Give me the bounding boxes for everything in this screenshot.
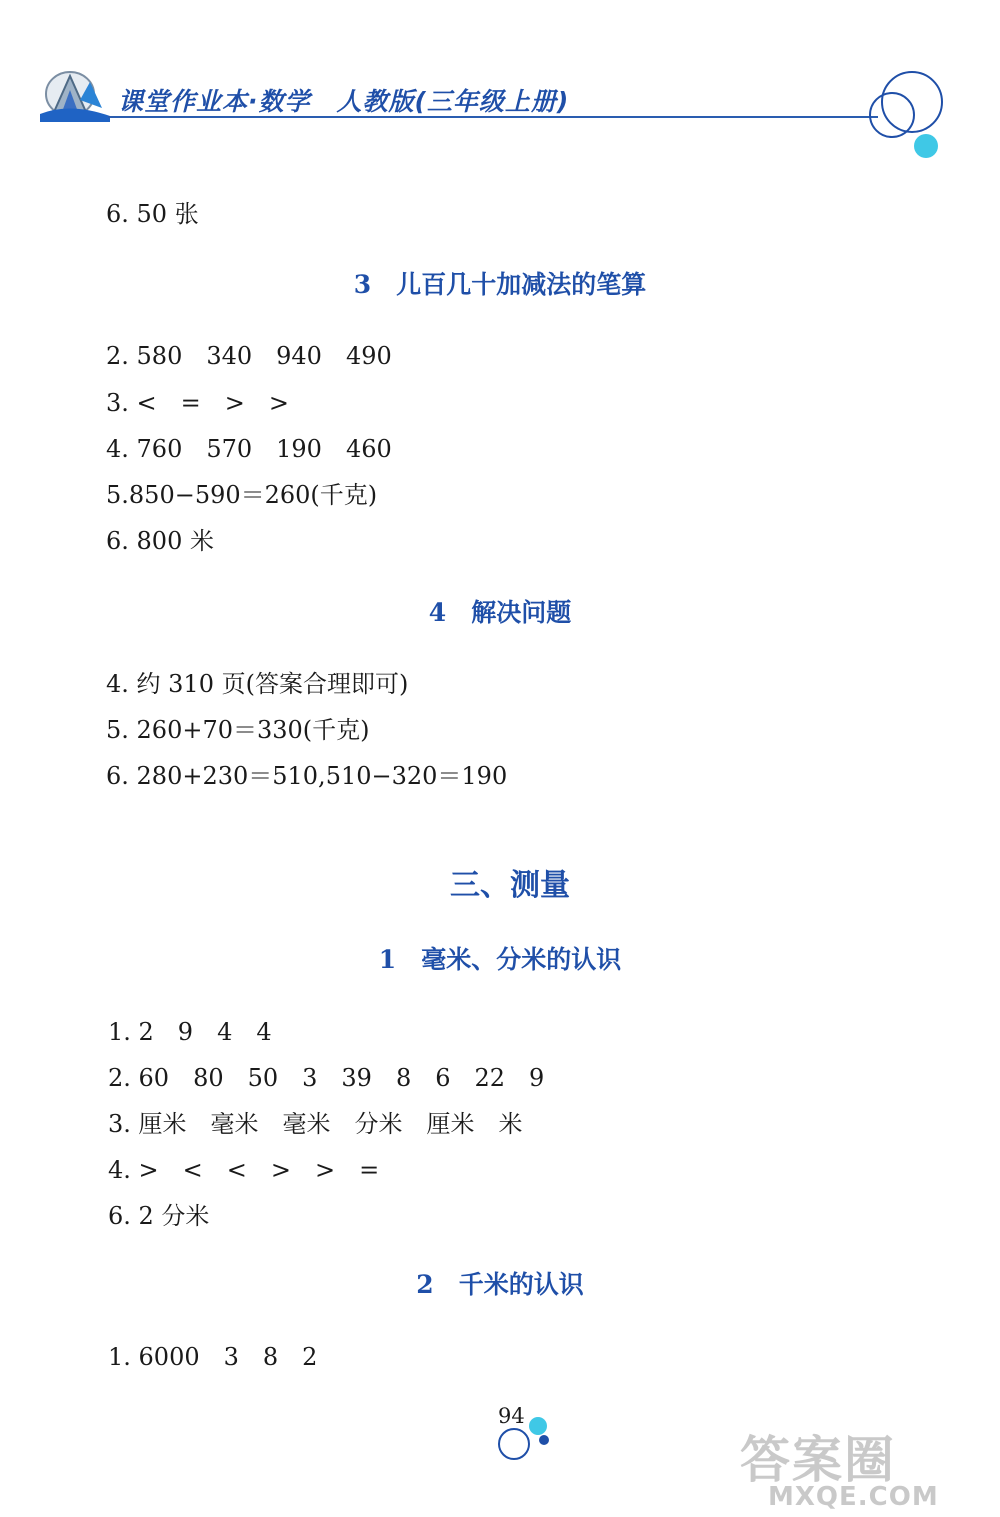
answer-line: 2. 580 340 940 490 [106,342,392,370]
snow-tower-logo-icon [40,62,110,122]
section-title: 1 毫米、分米的认识 [378,945,622,974]
answer-line: 1. 2 9 4 4 [108,1018,272,1046]
rings-decoration-icon [862,70,952,165]
answer-line: 6. 800 米 [106,527,214,555]
answer-line: 3. 厘米 毫米 毫米 分米 厘米 米 [108,1110,523,1138]
answer-line: 4. 约 310 页(答案合理即可) [106,670,409,698]
watermark-text: 答案圈 [740,1431,896,1489]
section-title: 4 解决问题 [428,598,572,627]
chapter-title: 三、测量 [450,868,570,903]
page-header [0,0,1000,170]
page-number: 94 [498,1404,525,1428]
page-number-rings-icon [494,1414,556,1466]
section-title: 2 千米的认识 [416,1270,584,1299]
answer-line: 2. 60 80 50 3 39 8 6 22 9 [108,1064,545,1092]
section-title: 3 儿百几十加减法的笔算 [353,270,647,299]
answer-line: 5.850−590＝260(千克) [106,481,378,509]
answer-line: 5. 260+70＝330(千克) [106,716,370,744]
answer-line: 6. 50 张 [106,200,199,228]
watermark [740,1420,939,1512]
answer-line: 4. > < < > > = [108,1156,380,1184]
header-rule [108,116,878,118]
answer-line: 3. < = > > [106,389,289,417]
answer-line: 6. 2 分米 [108,1202,210,1230]
answer-line: 1. 6000 3 8 2 [108,1343,318,1371]
header-title: 课堂作业本·数学 人教版(三年级上册) [118,87,570,116]
watermark-url: MXQE.COM [768,1482,939,1512]
answer-line: 6. 280+230＝510,510−320＝190 [106,762,508,790]
answer-line: 4. 760 570 190 460 [106,435,392,463]
